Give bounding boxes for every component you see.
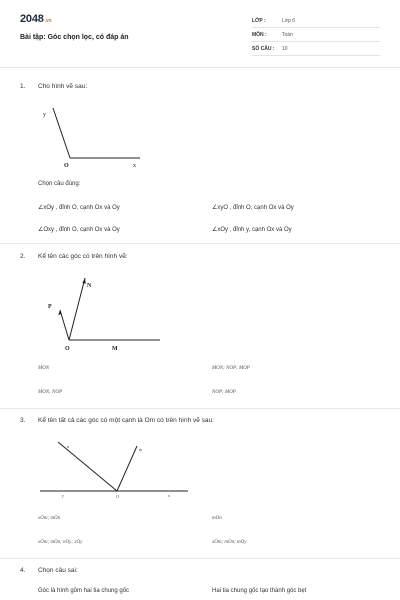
answer-option-b[interactable]: MON; NOP; MOP [212,366,250,371]
question-1-prompt: Chọn câu đúng: [38,181,81,187]
question-3-figure [40,436,200,500]
answer-option-c[interactable]: MON; NOP [38,390,63,395]
question-3-text: Kể tên tất cả các góc có một cạnh là Om có trên hình vẽ sau: [38,417,214,424]
question-2-figure [40,268,170,356]
label-m: M [112,346,118,352]
question-3-number: 3. [20,417,26,424]
question-1-text: Cho hình vẽ sau: [38,83,88,90]
answer-option-d[interactable]: NOP; MOP [212,390,236,395]
label-o: O [64,163,69,169]
question-divider [0,243,400,244]
ray-op [60,310,69,340]
question-1-number: 1. [20,83,26,90]
meta-value: 10 [282,45,288,52]
logo-text: 2048 [20,13,44,25]
answer-option-c[interactable]: ∠Oxy , đỉnh O, cạnh Ox và Oy [38,227,120,233]
meta-row-class [252,14,380,28]
logo-suffix: .vn [44,18,52,24]
question-divider [0,558,400,559]
label-m: m [139,447,143,452]
answer-option-c[interactable]: xOm; mOn; nOy; xOy [38,540,83,545]
answer-option-a[interactable]: Góc là hình gồm hai tia chung gốc [38,588,130,594]
label-p: P [48,304,52,310]
question-2-text: Kể tên các góc có trên hình vẽ: [38,253,128,260]
meta-label: SỐ CÂU : [252,45,275,52]
answer-option-b[interactable]: Hai tia chung gốc tạo thành góc bẹt [212,588,307,594]
question-1-figure [36,100,156,172]
meta-value: Lớp 6 [282,17,296,24]
ray-on [69,278,85,340]
meta-row-count [252,42,380,56]
ray-om [117,446,137,491]
meta-label: LỚP : [252,17,266,24]
label-o: O [116,494,119,499]
label-y: y [43,112,46,118]
label-n: n [67,444,69,449]
question-2-number: 2. [20,253,26,260]
meta-label: MÔN : [252,31,267,38]
label-y: y [62,493,64,498]
meta-row-subject [252,28,380,42]
answer-option-d[interactable]: xOm; mOn; mOy [212,540,247,545]
answer-option-a[interactable]: MON [38,366,50,371]
label-x: x [133,163,136,169]
answer-option-a[interactable]: xOm; mOn [38,516,61,521]
label-o: O [65,346,70,352]
label-n: N [87,283,92,289]
ray-oy [53,108,70,158]
answer-option-d[interactable]: ∠xOy , đỉnh y, cạnh Ox và Oy [212,227,292,233]
question-divider [0,408,400,409]
page-title: Bài tập: Góc chọn lọc, có đáp án [20,34,129,41]
question-4-number: 4. [20,567,26,574]
question-4-text: Chọn câu sai: [38,567,78,574]
page-header [0,0,400,64]
answer-option-b[interactable]: ∠xyO , đỉnh O, cạnh Ox và Oy [212,205,294,211]
meta-table [252,14,380,56]
ray-on [58,442,117,491]
header-divider [0,67,400,68]
site-logo[interactable] [20,13,51,25]
label-x: x [168,493,170,498]
answer-option-a[interactable]: ∠xOy , đỉnh O, cạnh Ox và Oy [38,205,120,211]
meta-value: Toán [282,31,293,38]
answer-option-b[interactable]: mOn [212,516,222,521]
